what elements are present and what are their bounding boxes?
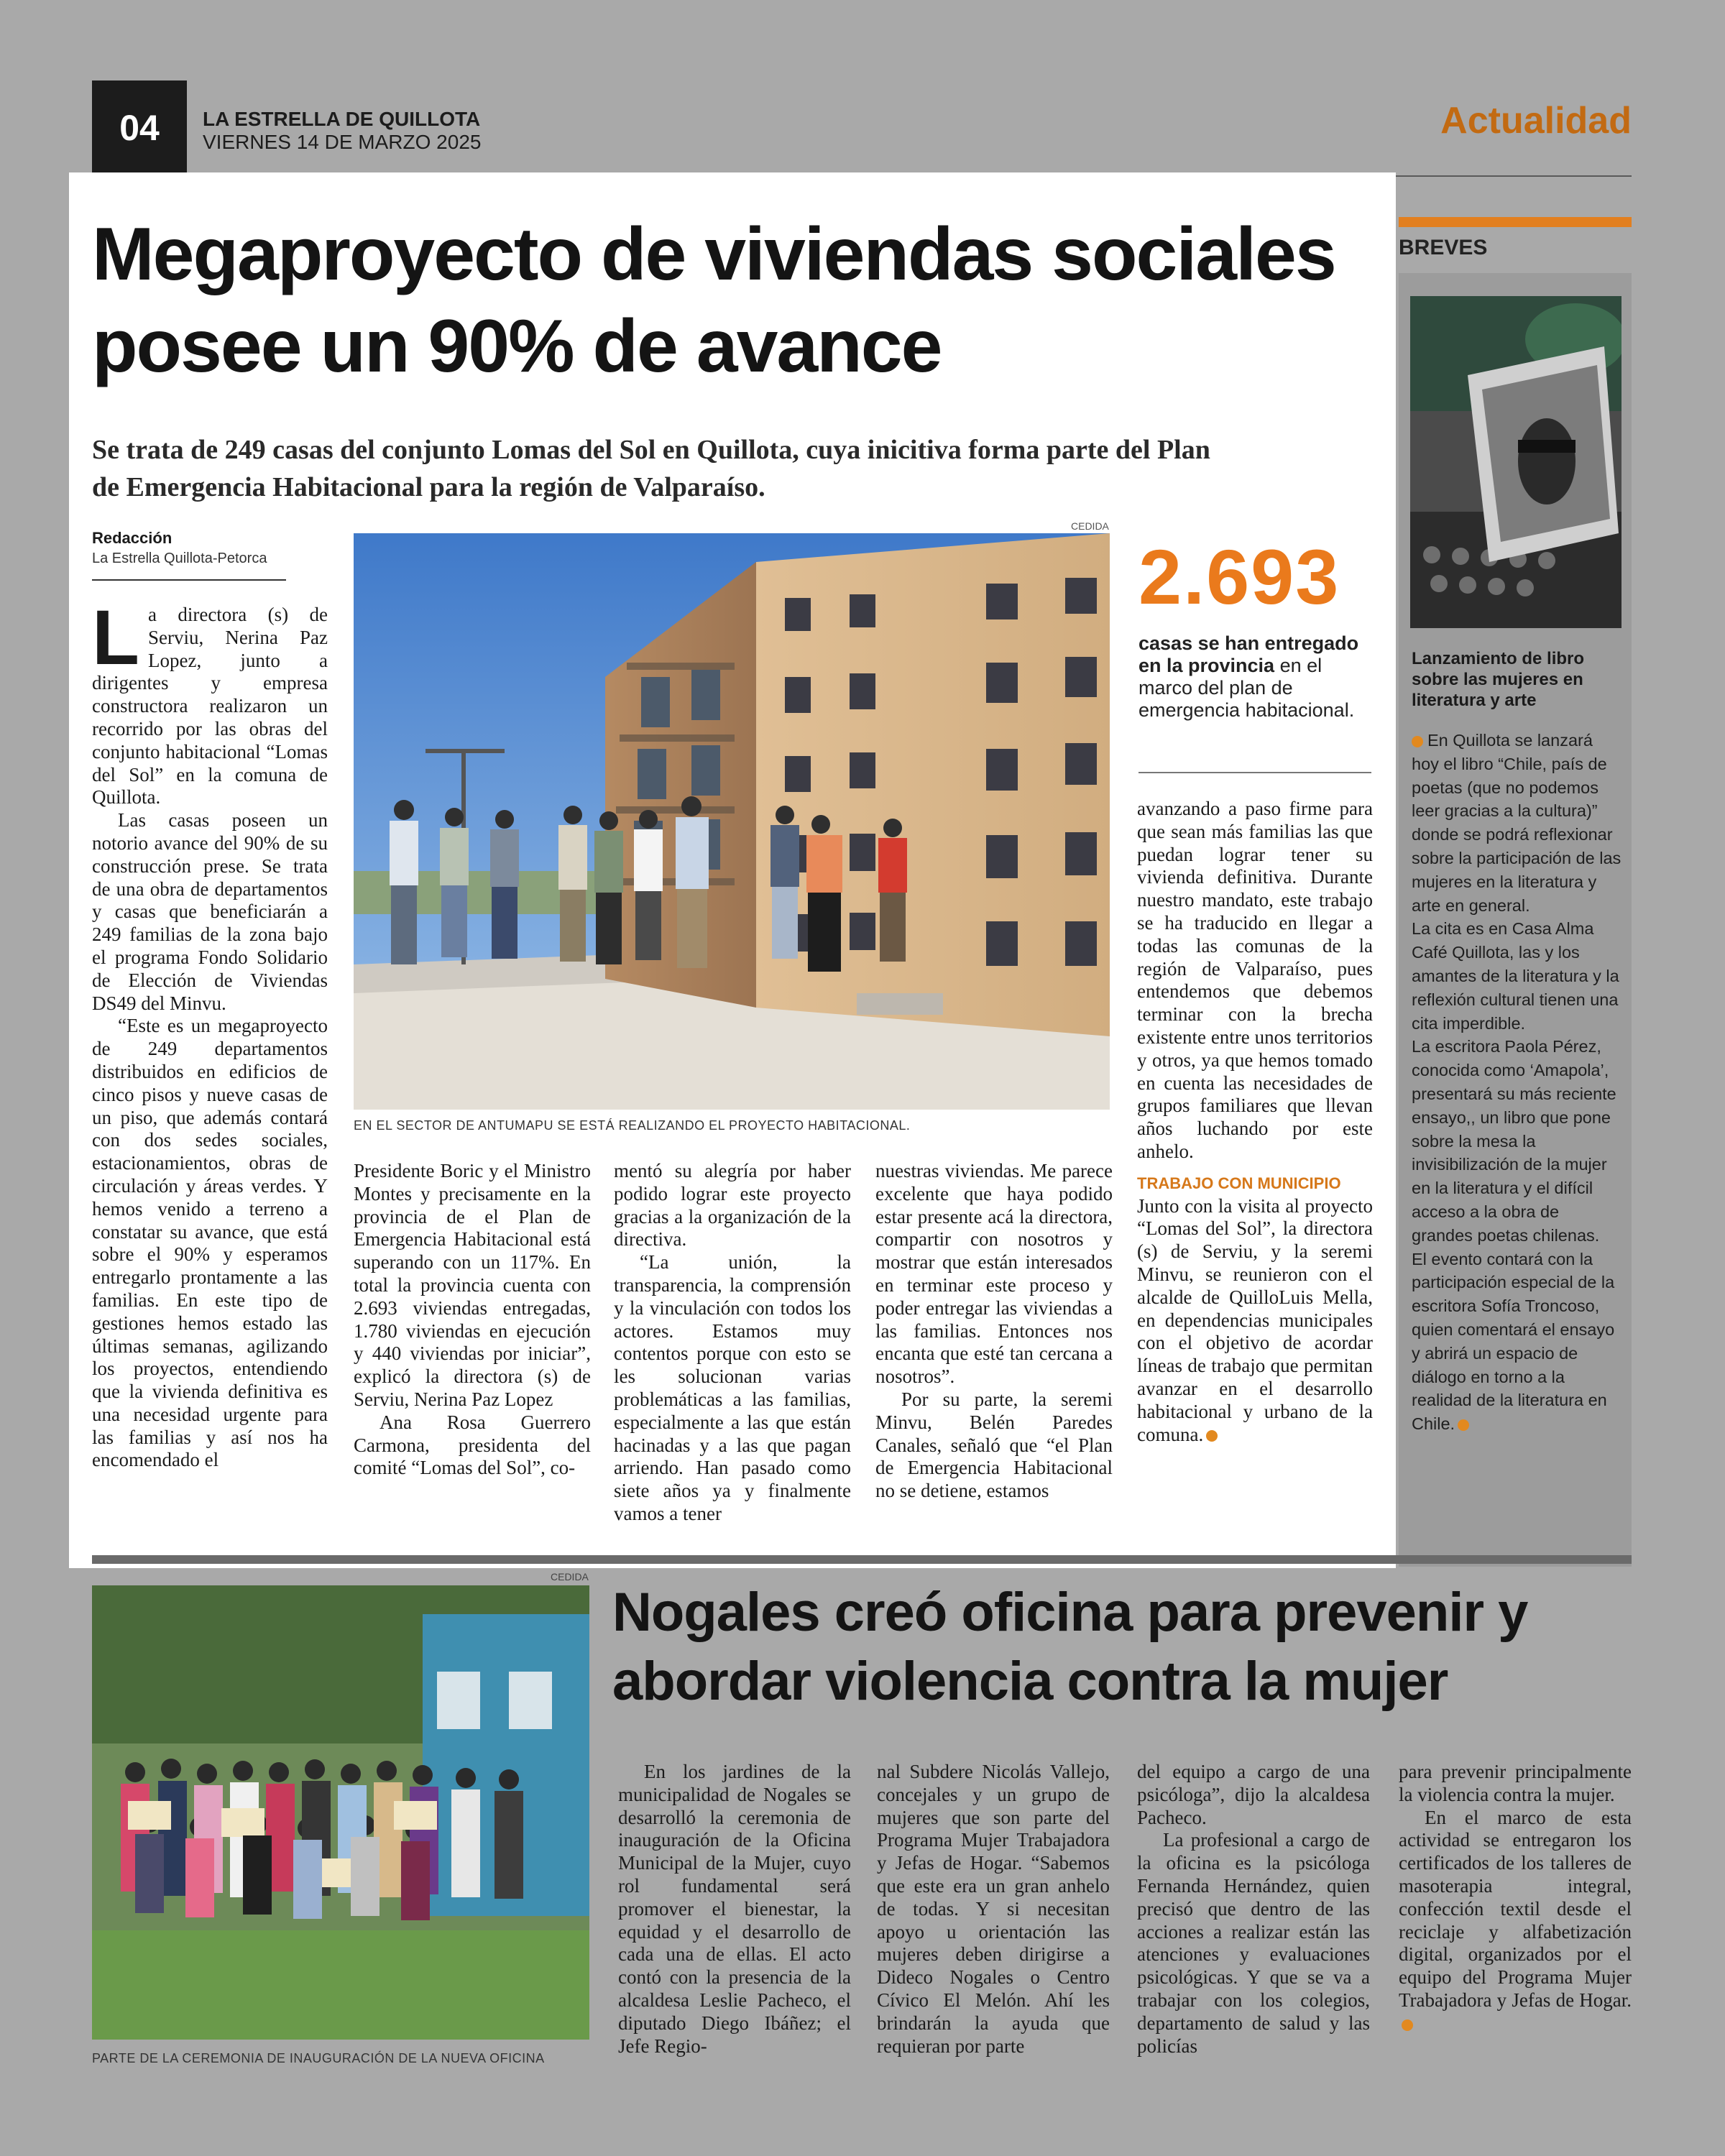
paragraph: Por su parte, la seremi Minvu, Belén Paredes Canales, señaló que “el Plan de Emergencia Habitacional no se detiene, estamos bbox=[875, 1388, 1113, 1502]
paragraph: El evento contará con la participación especial de la escritora Sofía Troncoso, quien comentará el ensayo y abrirá un espacio de diálogo en torno a la realidad de la literatura en Chile. bbox=[1412, 1249, 1615, 1434]
main-article-column-3 bbox=[614, 1160, 851, 1526]
page-number: 04 bbox=[92, 80, 187, 175]
paragraph: En Quillota se lanzará hoy el libro “Chile, país de poetas (que no podemos leer gracias a la cultura)” donde se podrá reflexionar sobre la participación de las mujeres en la literatura y arte en general. bbox=[1412, 731, 1622, 915]
main-article-title: Megaproyecto de viviendas sociales posee un 90% de avance bbox=[92, 213, 1335, 388]
byline-name: Redacción bbox=[92, 529, 172, 547]
paragraph: avanzando a paso firme para que sean más familias las que puedan lograr tener su vivienda definitiva. Durante nuestro mandato, este trabajo se ha traducido en llegar a todas las comunas de la región de Valparaíso, pues entendemos que debemos terminar con la brecha existente entre unos territorios y otros, ya que hemos tomado en cuenta las necesidades de grupos familiares que llevan años luchando por este anhelo. bbox=[1137, 798, 1373, 1162]
section-separator bbox=[92, 1555, 1632, 1564]
book-photo bbox=[1410, 296, 1622, 628]
breves-accent-bar bbox=[1399, 217, 1632, 227]
paragraph: Junto con la visita al proyecto “Lomas del Sol”, la directora (s) de Serviu, y la seremi Minvu, se reunieron con el alcalde de QuilloLuis Mella, en dependencias municipales con el objetivo de acordar líneas de trabajo que permitan avanzar en el desarrollo habitacional y urbano de la comuna. bbox=[1137, 1194, 1373, 1445]
main-article-column-1 bbox=[92, 594, 328, 1472]
main-article-subtitle: Se trata de 249 casas del conjunto Lomas del Sol en Quillota, cuya inicitiva forma parte del Plan de Emergencia Habitacional para la región de Valparaíso. bbox=[92, 435, 1210, 502]
section-subhead: TRABAJO CON MUNICIPIO bbox=[1137, 1174, 1341, 1192]
paragraph: La escritora Paola Pérez, conocida como ‘Amapola’, presentará su más reciente ensayo,, un libro que pone sobre la mesa la invisibilización de la mujer en la literatura y el difícil acceso a la obra de grandes poetas chilenas. bbox=[1412, 1037, 1616, 1245]
photo-caption: PARTE DE LA CEREMONIA DE INAUGURACIÓN DE LA NUEVA OFICINA bbox=[92, 2051, 545, 2065]
main-article-column-4 bbox=[875, 1160, 1113, 1503]
paragraph: Las casas poseen un notorio avance del 90% de su construcción prese. Se trata de una obra de departamentos y casas que beneficiarán a 249 familias de la zona bajo el programa Fondo Solidario de Elección de Viviendas DS49 del Minvu. bbox=[92, 809, 328, 1014]
end-mark-icon bbox=[1458, 1419, 1469, 1431]
housing-project-photo bbox=[354, 533, 1110, 1110]
second-article-column-4 bbox=[1399, 1761, 1632, 2035]
second-article-column-2 bbox=[877, 1761, 1110, 2058]
paragraph: “Este es un megaproyecto de 249 departamentos distribuidos en edificios de cinco pisos y nueve casas de un piso, que además contará con dos sedes sociales, estacionamientos, obras de circulación y áreas verdes. Y hemos venido a terreno a constatar su avance, que está sobre el 90% y esperamos entregarlo prontamente a las familias. En este tipo de gestiones hemos estado las últimas semanas, agilizando los proyectos, entendiendo que la vivienda definitiva es una necesidad urgente para las familias y así nos ha encomendado el bbox=[92, 1015, 328, 1471]
bullet-dot-icon bbox=[1412, 736, 1423, 747]
stat-description bbox=[1138, 632, 1376, 722]
paragraph: nuestras viviendas. Me parece excelente que haya podido estar presente acá la directora, compartir con nosotros y mostrar que están interesados en terminar este proceso y poder entregar las viviendas a las familias. Entonces nos encanta que esté tan cercana a nosotros”. bbox=[875, 1160, 1113, 1388]
paragraph: Ana Rosa Guerrero Carmona, presidenta del comité “Lomas del Sol”, co- bbox=[354, 1411, 591, 1479]
publication-date: VIERNES 14 DE MARZO 2025 bbox=[203, 131, 482, 153]
paragraph: “La unión, la transparencia, la comprensión y la vinculación con todos los actores. Estamos muy contentos porque con esto se les solucionan varias problemáticas a las familias, especialmente a las que están hacinadas y a las que pagan arriendo. Han pasado como siete años ya y finalmente vamos a tener bbox=[614, 1251, 851, 1524]
main-article-column-5 bbox=[1137, 798, 1373, 1446]
paragraph: mentó su alegría por haber podido lograr este proyecto gracias a la organización de la directiva. bbox=[614, 1160, 851, 1250]
paragraph: a directora (s) de Serviu, Nerina Paz Lopez, junto a dirigentes y empresa constructora realizaron un recorrido por las obras del conjunto habitacional “Lomas del Sol” en la comuna de Quillota. bbox=[92, 604, 328, 808]
byline-rule bbox=[92, 579, 286, 581]
end-mark-icon bbox=[1402, 2019, 1413, 2031]
paragraph: En el marco de esta actividad se entregaron los certificados de los talleres de masoterapia integral, confección textil desde el reciclaje y alfabetización digital, organizados por el equipo del Programa Mujer Trabajadora y Jefas de Hogar. bbox=[1399, 1806, 1632, 2011]
paragraph: La profesional a cargo de la oficina es la psicóloga Fernanda Hernández, quien precisó que dentro de las acciones a realizar están las atenciones y evaluaciones psicológicas. Y que se va a trabajar con los colegios, departamento de salud y las policías bbox=[1137, 1829, 1370, 2057]
paragraph: En los jardines de la municipalidad de Nogales se desarrolló la ceremonia de inauguración de la Oficina Municipal de la Mujer, cuyo rol fundamental será promover el bienestar, la equidad y el desarrollo de cada una de ellas. El acto contó con la presencia de la alcaldesa Leslie Pacheco, el diputado Diego Ibáñez; el Jefe Regio- bbox=[618, 1761, 851, 2057]
byline-org: La Estrella Quillota-Petorca bbox=[92, 550, 267, 566]
main-article-column-2 bbox=[354, 1160, 591, 1480]
breves-body bbox=[1412, 729, 1623, 1436]
drop-cap: L bbox=[92, 594, 139, 681]
paragraph: del equipo a cargo de una psicóloga”, dijo la alcaldesa Pacheco. bbox=[1137, 1761, 1370, 1828]
paragraph: Presidente Boric y el Ministro Montes y precisamente en la provincia de el Plan de Emergencia Habitacional está superando con un 117%. En total la provincia cuenta con 2.693 viviendas entregadas, 1.780 viviendas en ejecución y 440 viviendas por iniciar”, explicó la directora (s) de Serviu, Nerina Paz Lopez bbox=[354, 1160, 591, 1410]
second-article-title: Nogales creó oficina para prevenir y abordar violencia contra la mujer bbox=[612, 1582, 1528, 1712]
publication-name: LA ESTRELLA DE QUILLOTA bbox=[203, 108, 481, 130]
ceremony-photo bbox=[92, 1585, 589, 2040]
breves-label: BREVES bbox=[1399, 236, 1488, 259]
stat-rule bbox=[1138, 772, 1371, 773]
photo-caption: EN EL SECTOR DE ANTUMAPU SE ESTÁ REALIZANDO EL PROYECTO HABITACIONAL. bbox=[354, 1118, 911, 1133]
paragraph: para prevenir principalmente la violencia contra la mujer. bbox=[1399, 1761, 1632, 1805]
paragraph: La cita es en Casa Alma Café Quillota, las y los amantes de la literatura y la reflexión cultural tienen una cita imperdible. bbox=[1412, 919, 1619, 1033]
stat-rest-text: en el marco del plan de emergencia habitacional. bbox=[1138, 655, 1355, 721]
photo-credit: CEDIDA bbox=[551, 1571, 589, 1583]
stat-number: 2.693 bbox=[1138, 533, 1340, 620]
end-mark-icon bbox=[1206, 1430, 1218, 1442]
breves-title: Lanzamiento de libro sobre las mujeres en literatura y arte bbox=[1412, 649, 1585, 710]
paragraph: nal Subdere Nicolás Vallejo, concejales y un grupo de mujeres que son parte del Programa Mujer Trabajadora y Jefas de Hogar. “Sabemos que este era un gran anhelo de todas. Y si necesitan apoyo u orientación las mujeres deben dirigirse a Dideco Nogales o Centro Cívico El Melón. Ahí les brindarán la ayuda que requieran por parte bbox=[877, 1761, 1110, 2057]
second-article-column-3 bbox=[1137, 1761, 1370, 2058]
second-article-column-1 bbox=[618, 1761, 851, 2058]
stat-bold-text: casas se han entregado en la provincia bbox=[1138, 632, 1359, 676]
section-label: Actualidad bbox=[1440, 100, 1632, 142]
photo-credit: CEDIDA bbox=[1071, 520, 1109, 532]
